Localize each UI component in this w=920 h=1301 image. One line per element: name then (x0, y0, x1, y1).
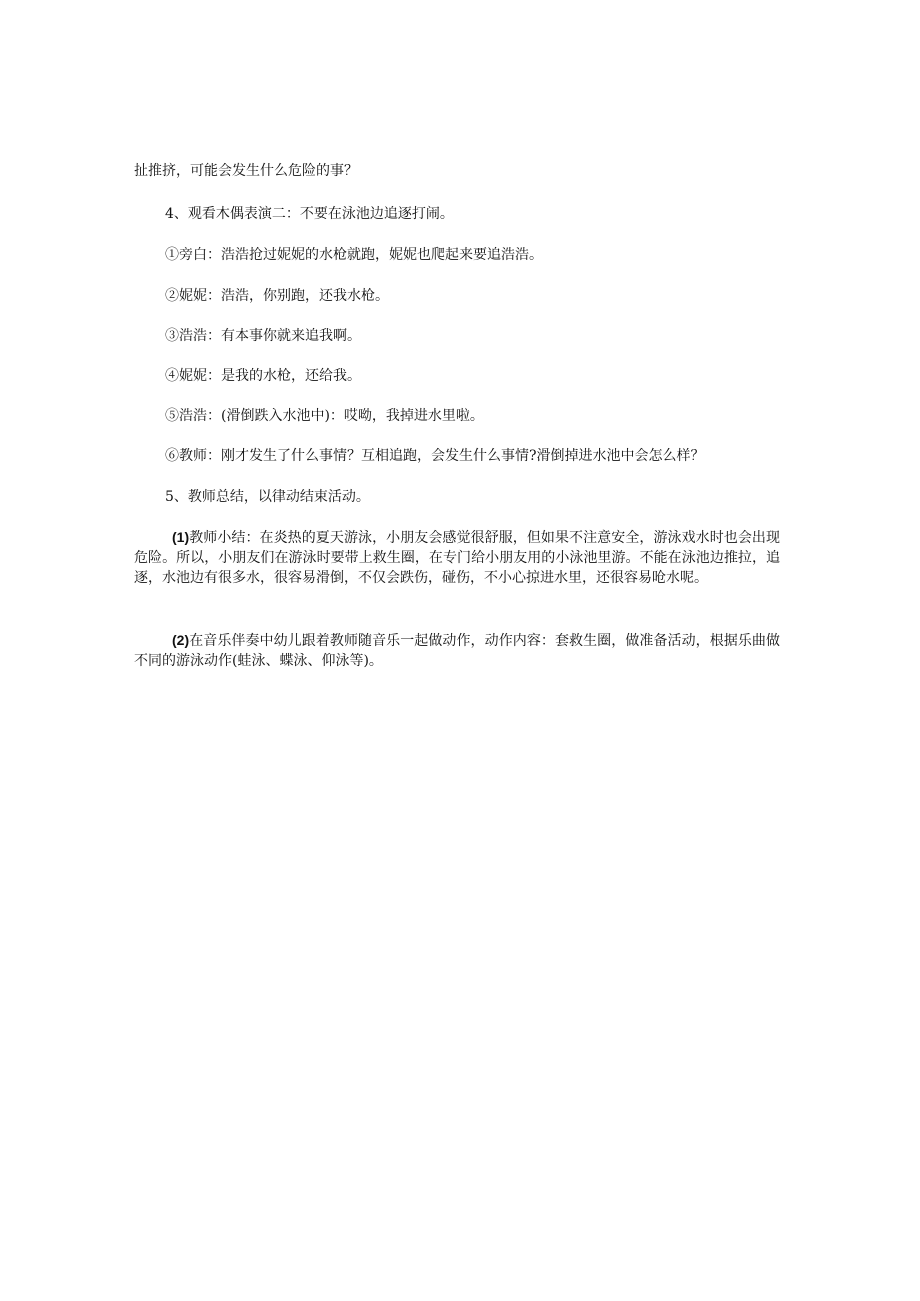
script-line-5: ⑤浩浩：(滑倒跌入水池中)：哎呦，我掉进水里啦。 (165, 408, 484, 424)
script-line-6: ⑥教师：刚才发生了什么事情？互相追跑，会发生什么事情?滑倒掉进水池中会怎么样？ (165, 448, 705, 464)
summary-paragraph-2 (134, 630, 780, 671)
paragraph-number: (1) (172, 529, 190, 545)
script-line-3: ③浩浩：有本事你就来追我啊。 (165, 328, 361, 344)
summary-paragraph-1 (134, 527, 780, 588)
paragraph-number: (2) (172, 632, 190, 648)
step-5-heading: 5、教师总结，以律动结束活动。 (165, 489, 370, 505)
script-line-4: ④妮妮：是我的水枪，还给我。 (165, 368, 361, 384)
script-line-2: ②妮妮：浩浩，你别跑，还我水枪。 (165, 288, 389, 304)
paragraph-text: 在音乐伴奏中幼儿跟着教师随音乐一起做动作，动作内容：套救生圈，做准备活动，根据乐曲做不同的游泳动作(蛙泳、蝶泳、仰泳等)。 (134, 633, 780, 669)
text-line-continuation: 扯推挤，可能会发生什么危险的事？ (134, 163, 358, 179)
paragraph-text: 教师小结：在炎热的夏天游泳，小朋友会感觉很舒服，但如果不注意安全，游泳戏水时也会出现危险。所以，小朋友们在游泳时要带上救生圈，在专门给小朋友用的小泳池里游。不能在泳池边推拉，追逐，水池边有很多水，很容易滑倒，不仅会跌伤，碰伤，不小心掠进水里，还很容易呛水呢。 (134, 530, 780, 586)
step-4-heading: 4、观看木偶表演二：不要在泳池边追逐打闹。 (165, 206, 454, 222)
script-line-1: ①旁白：浩浩抢过妮妮的水枪就跑，妮妮也爬起来要追浩浩。 (165, 247, 543, 263)
